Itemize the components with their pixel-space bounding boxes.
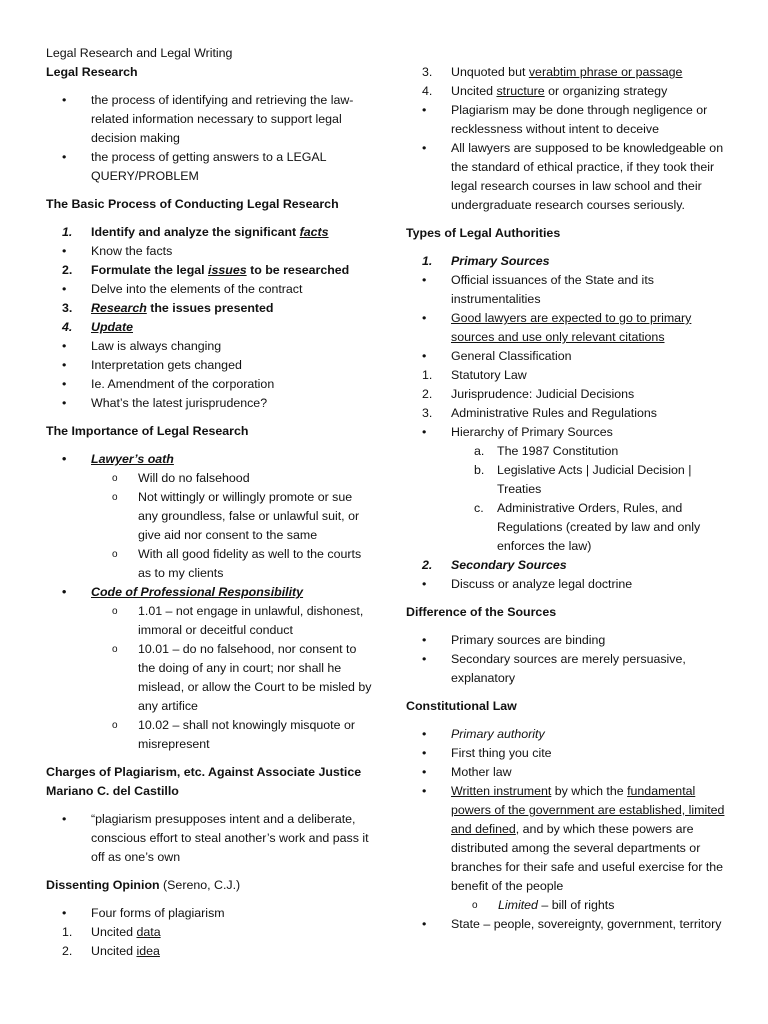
list-item: 1. Identify and analyze the significant facts bbox=[62, 225, 329, 239]
bullet-icon: • bbox=[62, 812, 67, 826]
bullet-icon: • bbox=[422, 633, 427, 647]
bullet-icon: • bbox=[62, 452, 67, 466]
bullet-icon: • bbox=[422, 425, 427, 439]
list-item: • Delve into the elements of the contract bbox=[46, 280, 372, 299]
list-item: • the process of identifying and retrieving the law-related information necessary to support legal decision making bbox=[62, 93, 354, 145]
list-item: o 1.01 – not engage in unlawful, dishonest, immoral or deceitful conduct bbox=[112, 604, 364, 637]
list-item: • the process of getting answers to a LEGAL QUERY/PROBLEM bbox=[62, 150, 327, 183]
list-item: • All lawyers are supposed to be knowledgeable on the standard of ethical practice, if they took their legal research courses in law school and their undergraduate research courses seriously. bbox=[422, 141, 724, 212]
bullet-icon: • bbox=[62, 244, 67, 258]
circle-bullet-icon: o bbox=[112, 644, 118, 655]
list-item: • Interpretation gets changed bbox=[46, 356, 372, 375]
list-item: c. Administrative Orders, Rules, and Regulations (created by law and only enforces the law) bbox=[474, 501, 701, 553]
list-item: • Secondary sources are merely persuasive, explanatory bbox=[422, 652, 686, 685]
list-item: 2. Formulate the legal issues to be researched bbox=[62, 263, 350, 277]
list-item: • Hierarchy of Primary Sources bbox=[406, 423, 734, 442]
bullet-icon: • bbox=[62, 150, 67, 164]
bullet-icon: • bbox=[422, 141, 427, 155]
heading-basic-process: The Basic Process of Conducting Legal Research bbox=[46, 197, 339, 211]
list-item: a. The 1987 Constitution bbox=[474, 444, 619, 458]
list-item: • Primary authority bbox=[406, 725, 734, 744]
bullet-icon: • bbox=[62, 906, 67, 920]
bullet-icon: • bbox=[62, 358, 67, 372]
list-item: 2. Secondary Sources bbox=[422, 558, 567, 572]
bullet-icon: • bbox=[422, 784, 427, 798]
heading-importance: The Importance of Legal Research bbox=[46, 424, 249, 438]
list-item: o With all good fidelity as well to the courts as to my clients bbox=[112, 547, 362, 580]
heading-types-of-authorities: Types of Legal Authorities bbox=[406, 226, 561, 240]
circle-bullet-icon: o bbox=[472, 900, 478, 911]
list-item: • Good lawyers are expected to go to primary sources and use only relevant citations bbox=[422, 311, 692, 344]
bullet-icon: • bbox=[422, 765, 427, 779]
bullet-icon: • bbox=[422, 311, 427, 325]
document-title: Legal Research and Legal Writing bbox=[46, 46, 233, 60]
list-item: o Not wittingly or willingly promote or sue any groundless, false or unlawful suit, or give aid nor consent to the same bbox=[112, 490, 360, 542]
bullet-icon: • bbox=[62, 93, 67, 107]
bullet-icon: • bbox=[422, 273, 427, 287]
bullet-icon: • bbox=[422, 917, 427, 931]
list-item: • First thing you cite bbox=[406, 744, 734, 763]
circle-bullet-icon: o bbox=[112, 720, 118, 731]
list-item: o Will do no falsehood bbox=[46, 469, 372, 488]
bullet-icon: • bbox=[422, 103, 427, 117]
bullet-icon: • bbox=[62, 585, 67, 599]
list-item: 1. Statutory Law bbox=[422, 368, 527, 382]
list-item: b. Legislative Acts | Judicial Decision | Treaties bbox=[474, 463, 692, 496]
right-column bbox=[406, 63, 734, 934]
list-item: 1. Primary Sources bbox=[422, 254, 550, 268]
list-item: • Written instrument by which the fundamental powers of the government are established, limited and defined, and by which these powers are distributed among the several departments or branches for their safe and useful exercise for the benefit of the people bbox=[422, 784, 725, 893]
heading-difference: Difference of the Sources bbox=[406, 605, 557, 619]
list-item: • Lawyer’s oath bbox=[46, 450, 372, 469]
list-item: 4. Uncited structure or organizing strategy bbox=[422, 84, 668, 98]
bullet-icon: • bbox=[422, 349, 427, 363]
list-item: • Discuss or analyze legal doctrine bbox=[406, 575, 734, 594]
list-item: o 10.02 – shall not knowingly misquote or misrepresent bbox=[112, 718, 355, 751]
list-item: • Know the facts bbox=[46, 242, 372, 261]
list-item: 4. Update bbox=[62, 320, 133, 334]
heading-constitutional-law: Constitutional Law bbox=[406, 699, 517, 713]
list-item: • Ie. Amendment of the corporation bbox=[46, 375, 372, 394]
list-item: 2. Uncited idea bbox=[62, 944, 160, 958]
list-item: • “plagiarism presupposes intent and a deliberate, conscious effort to steal another’s work and pass it off as one’s own bbox=[62, 812, 369, 864]
list-item: • Mother law bbox=[406, 763, 734, 782]
list-item: o 10.01 – do no falsehood, nor consent to the doing of any in court; nor shall he mislead, or allow the Court to be misled by any artifice bbox=[112, 642, 372, 713]
bullet-icon: • bbox=[422, 727, 427, 741]
bullet-icon: • bbox=[62, 396, 67, 410]
left-column bbox=[46, 44, 372, 961]
circle-bullet-icon: o bbox=[112, 492, 118, 503]
list-item: 1. Uncited data bbox=[62, 925, 161, 939]
circle-bullet-icon: o bbox=[112, 606, 118, 617]
list-item: 3. Research the issues presented bbox=[62, 301, 274, 315]
heading-dissenting-opinion: Dissenting Opinion (Sereno, C.J.) bbox=[46, 878, 241, 892]
bullet-icon: • bbox=[422, 746, 427, 760]
bullet-icon: • bbox=[422, 652, 427, 666]
heading-plagiarism-charges: Charges of Plagiarism, etc. Against Associate Justice Mariano C. del Castillo bbox=[46, 765, 362, 798]
list-item: 3. Administrative Rules and Regulations bbox=[422, 406, 657, 420]
circle-bullet-icon: o bbox=[112, 473, 118, 484]
list-item: • Four forms of plagiarism bbox=[46, 904, 372, 923]
bullet-icon: • bbox=[62, 282, 67, 296]
list-item: • Official issuances of the State and its instrumentalities bbox=[422, 273, 654, 306]
list-item: • Code of Professional Responsibility bbox=[46, 583, 372, 602]
list-item: • General Classification bbox=[406, 347, 734, 366]
bullet-icon: • bbox=[422, 577, 427, 591]
list-item: • Law is always changing bbox=[46, 337, 372, 356]
list-item: • Primary sources are binding bbox=[406, 631, 734, 650]
bullet-icon: • bbox=[62, 339, 67, 353]
heading-legal-research: Legal Research bbox=[46, 65, 138, 79]
list-item: 2. Jurisprudence: Judicial Decisions bbox=[422, 387, 635, 401]
circle-bullet-icon: o bbox=[112, 549, 118, 560]
list-item: o Limited – bill of rights bbox=[406, 896, 734, 915]
list-item: • Plagiarism may be done through negligence or recklessness without intent to deceive bbox=[422, 103, 708, 136]
list-item: • State – people, sovereignty, government, territory bbox=[406, 915, 734, 934]
list-item: 3. Unquoted but verabtim phrase or passage bbox=[422, 65, 683, 79]
list-item: • What’s the latest jurisprudence? bbox=[46, 394, 372, 413]
bullet-icon: • bbox=[62, 377, 67, 391]
